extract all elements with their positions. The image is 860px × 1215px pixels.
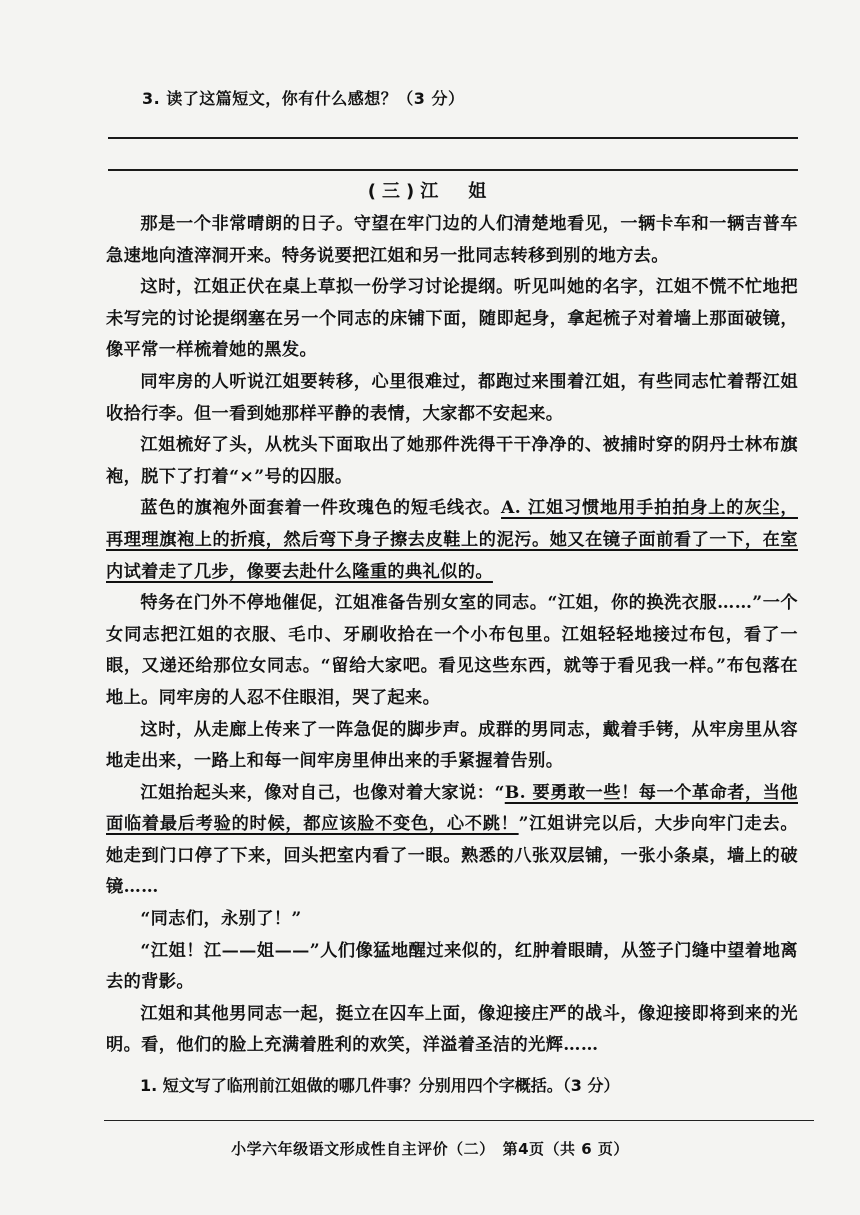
passage-body: [106, 209, 798, 1062]
paragraph-10: “江姐！江——姐——”人们像猛地醒过来似的，红肿着眼睛，从签子门缝中望着地离去的背影。: [106, 940, 798, 993]
underlined-sentence-a: A. 江姐习惯地用手拍拍身上的灰尘，再理理旗袍上的折痕，然后弯下身子擦去皮鞋上的泥污。她又在镜子面前看了一下，在室内试着走了几步，像要去赴什么隆重的典礼似的。: [106, 498, 798, 582]
paragraph-2: 这时，江姐正伏在桌上草拟一份学习讨论提纲。听见叫她的名字，江姐不慌不忙地把未写完的讨论提纲塞在另一个同志的床铺下面，随即起身，拿起梳子对着墙上那面破镜，像平常一样梳着她的黑发。: [106, 277, 798, 361]
paragraph-8: [106, 778, 798, 904]
footer-divider: [104, 1120, 814, 1121]
paragraph-6: 特务在门外不停地催促，江姐准备告别女室的同志。“江姐，你的换洗衣服……”一个女同志把江姐的衣服、毛巾、牙刷收拾在一个小布包里。江姐轻轻地接过布包，看了一眼，又递还给那位女同志。“留给大家吧。看见这些东西，就等于看见我一样。”布包落在地上。同牢房的人忍不住眼泪，哭了起来。: [106, 593, 798, 708]
paragraph-5: [106, 493, 798, 588]
paragraph-11: 江姐和其他男同志一起，挺立在囚车上面，像迎接庄严的战斗，像迎接即将到来的光明。看，他们的脸上充满着胜利的欢笑，洋溢着圣洁的光辉……: [106, 1003, 798, 1056]
answer-line-2: [108, 169, 798, 171]
section-title: (三)江 姐: [367, 181, 493, 202]
question-1: 1. 短文写了临刑前江姐做的哪几件事？分别用四个字概括。（3 分）: [140, 1076, 620, 1095]
paragraph-5-text: 蓝色的旗袍外面套着一件玫瑰色的短毛线衣。: [140, 498, 502, 519]
paragraph-1: 那是一个非常晴朗的日子。守望在牢门边的人们清楚地看见，一辆卡车和一辆吉普车急速地向渣滓洞开来。特务说要把江姐和另一批同志转移到别的地方去。: [106, 214, 798, 266]
paragraph-3: 同牢房的人听说江姐要转移，心里很难过，都跑过来围着江姐，有些同志忙着帮江姐收拾行李。但一看到她那样平静的表情，大家都不安起来。: [106, 371, 798, 424]
paragraph-4: 江姐梳好了头，从枕头下面取出了她那件洗得干干净净的、被捕时穿的阴丹士林布旗袍，脱下了打着“×”号的囚服。: [106, 435, 798, 487]
paragraph-9: “同志们，永别了！”: [140, 909, 302, 930]
underlined-sentence-b: B. 要勇敢一些！每一个革命者，当他面临着最后考验的时候，都应该脸不变色，心不跳！: [106, 782, 798, 835]
paragraph-7: 这时，从走廊上传来了一阵急促的脚步声。成群的男同志，戴着手铐，从牢房里从容地走出来，一路上和每一间牢房里伸出来的手紧握着告别。: [106, 719, 798, 772]
answer-line-1: [108, 137, 798, 139]
paragraph-8-lead: 江姐抬起头来，像对自己，也像对着大家说：“: [140, 782, 505, 803]
prev-question: 3. 读了这篇短文，你有什么感想？（3 分）: [142, 89, 465, 108]
paragraph-8-rest: ”江姐讲完以后，大步向牢门走去。她走到门口停了下来，回头把室内看了一眼。熟悉的八张双层铺，一张小条桌，墙上的破镜……: [106, 814, 799, 898]
page-footer: 小学六年级语文形成性自主评价（二） 第4页（共 6 页）: [231, 1140, 629, 1158]
